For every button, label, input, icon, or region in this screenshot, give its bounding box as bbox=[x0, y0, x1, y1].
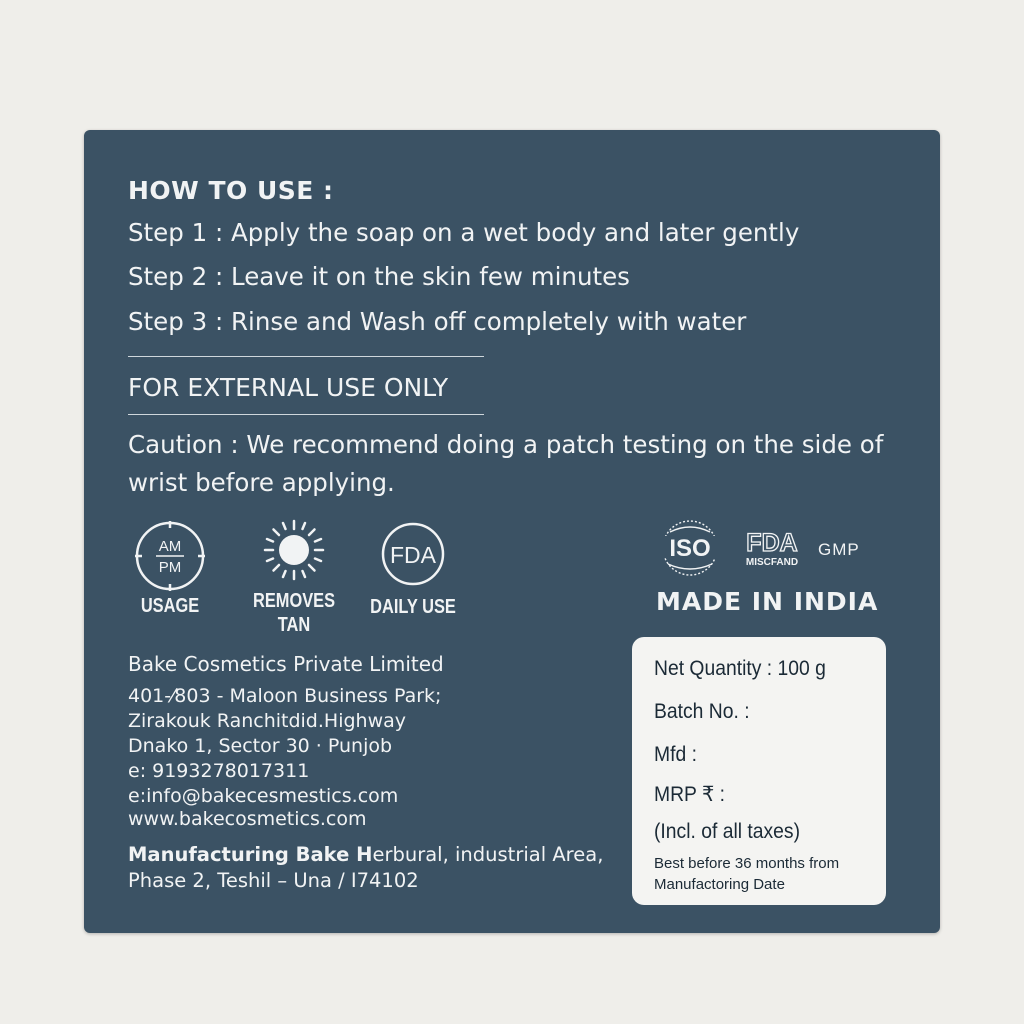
best-before: Best before 36 months from Manufactoring Date bbox=[654, 855, 840, 893]
tan-text: TAN bbox=[277, 614, 311, 636]
manufacturing-line-2: Phase 2, Teshil – Una / I74102 bbox=[128, 869, 419, 892]
incl-taxes: (Incl. of all taxes) bbox=[654, 820, 801, 843]
step-1: Step 1 : Apply the soap on a wet body and later gently bbox=[128, 218, 800, 247]
product-info-box bbox=[632, 637, 886, 905]
divider-top bbox=[128, 356, 484, 357]
divider-bottom bbox=[128, 414, 484, 415]
iso-logo-icon bbox=[658, 518, 722, 578]
caution-text: Caution : We recommend doing a patch testing on the side of wrist before applying. bbox=[128, 430, 884, 497]
label-panel bbox=[84, 130, 940, 933]
net-quantity: Net Quantity : 100 g bbox=[654, 657, 826, 680]
address-line-2: Zirakouk Ranchitdid.Highway bbox=[128, 710, 407, 732]
removes-tan-label bbox=[253, 589, 335, 637]
fda-logo-icon bbox=[740, 523, 808, 569]
manufacturing-line-1 bbox=[128, 843, 603, 866]
manufacturing-bold: Manufacturing Bake H bbox=[128, 843, 373, 866]
gmp-text: GMP bbox=[818, 540, 860, 559]
sun-icon bbox=[262, 518, 326, 582]
batch-number: Batch No. : bbox=[654, 700, 750, 723]
mfd-date: Mfd : bbox=[654, 743, 697, 766]
fda-logo-text: FDA bbox=[746, 529, 798, 557]
website-line: www.bakecosmetics.com bbox=[128, 808, 367, 830]
iso-text: ISO bbox=[669, 535, 711, 562]
removes-text: REMOVES bbox=[253, 590, 336, 612]
fda-sub-text: MISCFAND bbox=[745, 557, 799, 568]
phone-line: e: 9193278017311 bbox=[128, 760, 310, 782]
daily-use-label: DAILY USE bbox=[370, 596, 456, 618]
step-3: Step 3 : Rinse and Wash off completely with water bbox=[128, 307, 747, 336]
address-line-3: Dnako 1, Sector 30 · Punjob bbox=[128, 735, 393, 757]
pm-text: PM bbox=[158, 559, 182, 576]
mrp-price: MRP ₹ : bbox=[654, 783, 725, 806]
made-in-india: MADE IN INDIA bbox=[656, 587, 879, 616]
am-pm-clock-icon bbox=[134, 520, 206, 592]
step-2: Step 2 : Leave it on the skin few minutes bbox=[128, 262, 630, 291]
address-line-1: 401-⁄803 - Maloon Business Park; bbox=[128, 685, 442, 707]
company-name: Bake Cosmetics Private Limited bbox=[128, 652, 444, 676]
email-line: e:info@bakecesmestics.com bbox=[128, 785, 399, 807]
am-text: AM bbox=[158, 538, 182, 555]
how-to-use-heading: HOW TO USE : bbox=[128, 176, 334, 205]
manufacturing-rest: erbural, industrial Area, bbox=[372, 843, 604, 866]
fda-badge-text: FDA bbox=[390, 542, 436, 568]
fda-badge-icon bbox=[381, 522, 445, 586]
external-use-notice: FOR EXTERNAL USE ONLY bbox=[128, 373, 449, 402]
usage-label: USAGE bbox=[140, 595, 200, 617]
